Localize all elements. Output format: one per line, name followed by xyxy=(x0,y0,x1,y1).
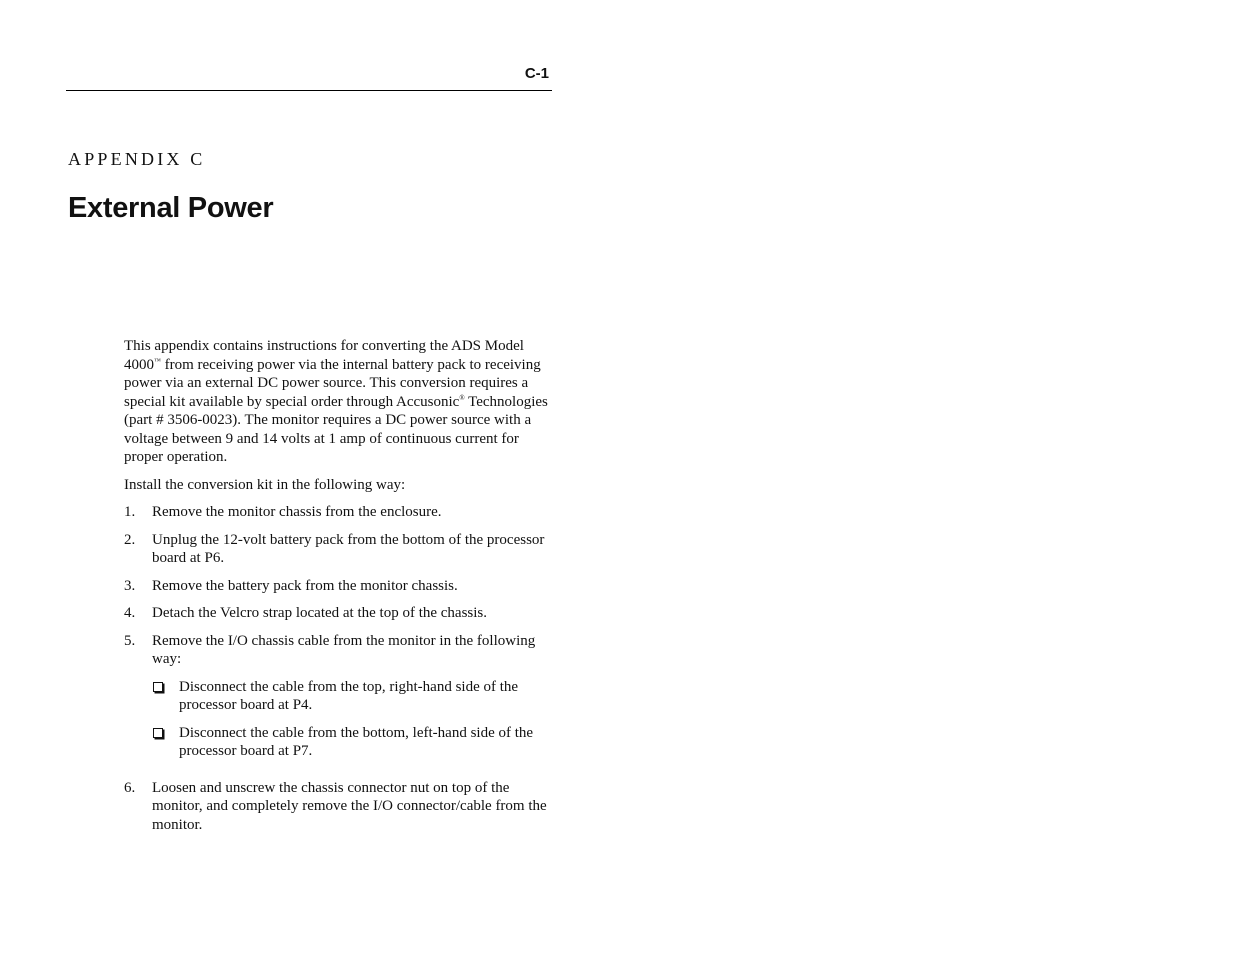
intro-text-1: This appendix contains instructions for converting the ADS Model 4000 xyxy=(124,338,524,373)
step-item xyxy=(124,604,554,623)
step-number: 3. xyxy=(124,577,136,594)
appendix-label: APPENDIX C xyxy=(68,149,206,169)
step-text: Unplug the 12-volt battery pack from the bottom of the processor board at P6. xyxy=(152,531,545,566)
step-text: Detach the Velcro strap located at the top of the chassis. xyxy=(152,605,488,621)
step-number: 5. xyxy=(124,632,136,649)
step-text: Remove the I/O chassis cable from the monitor in the following way: xyxy=(152,632,536,667)
body-text xyxy=(124,337,554,843)
step-item xyxy=(124,503,554,522)
intro-text-2: from receiving power via the internal battery pack to receiving power via an external DC power source. This conversion requires a special kit available by special order through Accusonic xyxy=(124,356,541,410)
substep-item xyxy=(152,678,554,715)
step-number: 6. xyxy=(124,779,136,796)
step-item xyxy=(124,779,554,835)
step-text: Remove the battery pack from the monitor chassis. xyxy=(152,577,458,594)
substep-text: Disconnect the cable from the top, right-hand side of the processor board at P4. xyxy=(179,678,519,713)
step-body xyxy=(152,632,554,770)
intro-text-3: Technologies (part # 3506-0023). The monitor requires a DC power source with a voltage between 9 and 14 volts at 1 amp of continuous current for proper operation. xyxy=(124,393,548,465)
trademark-symbol: ™ xyxy=(154,356,161,365)
substep-text: Disconnect the cable from the bottom, left-hand side of the processor board at P7. xyxy=(179,724,534,759)
registered-symbol: ® xyxy=(459,393,465,402)
step-item xyxy=(124,531,554,568)
step-text: Loosen and unscrew the chassis connector nut on top of the monitor, and completely remove the I/O connector/cable from the monitor. xyxy=(152,779,547,833)
substeps-list xyxy=(152,678,554,761)
chapter-title: External Power xyxy=(68,192,274,224)
step-number: 2. xyxy=(124,531,136,548)
install-intro: Install the conversion kit in the following way: xyxy=(124,476,406,493)
checkbox-bullet-icon xyxy=(153,728,163,738)
header-rule xyxy=(66,90,552,91)
step-number: 1. xyxy=(124,504,136,520)
page-number: C-1 xyxy=(524,65,549,82)
checkbox-bullet-icon xyxy=(153,682,163,692)
substep-item xyxy=(152,724,554,761)
step-number: 4. xyxy=(124,605,136,621)
step-item xyxy=(124,577,554,596)
steps-list xyxy=(124,503,554,834)
step-text: Remove the monitor chassis from the enclosure. xyxy=(152,504,442,520)
intro-paragraph xyxy=(124,337,554,467)
step-item xyxy=(124,632,554,770)
